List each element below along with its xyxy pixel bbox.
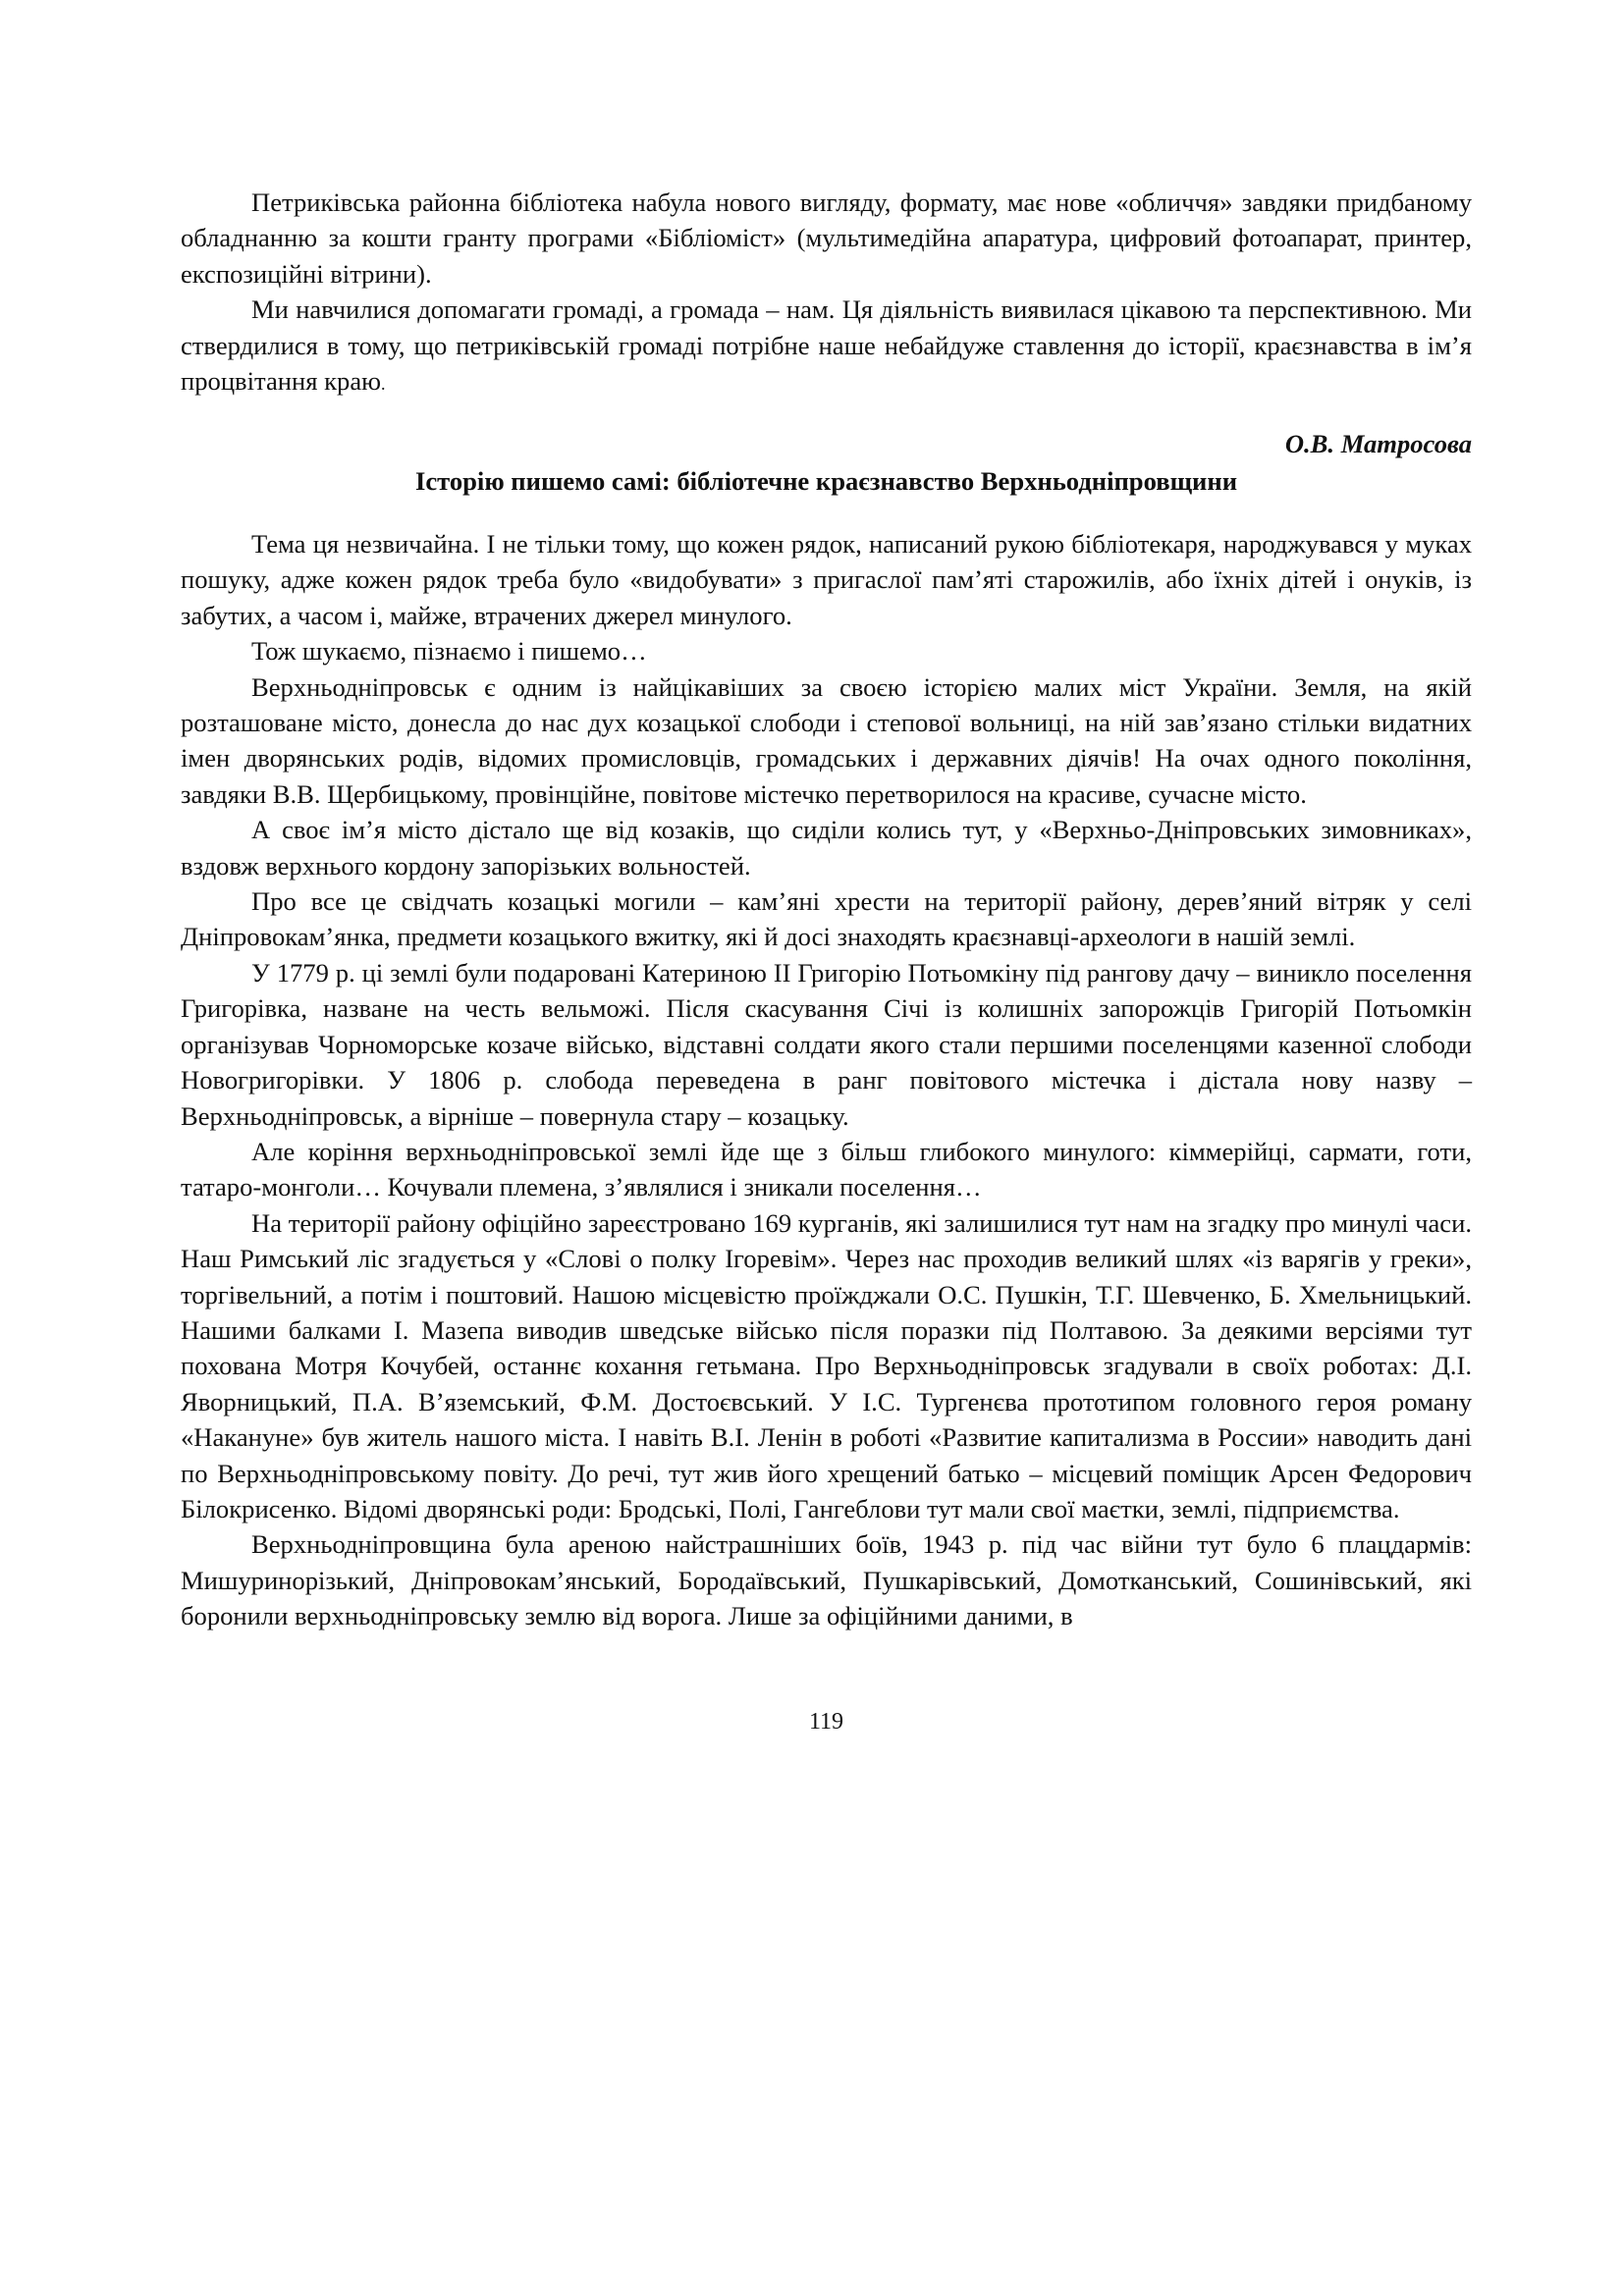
article-paragraph: Верхньодніпровщина була ареною найстрашніших боїв, 1943 р. під час війни тут було 6 плацдармів: Мишуринорізький, Дніпровокам’янський, Бородаївський, Пушкарівський, Домотканський, Сошинівський, які боронили верхньодніпровську землю від ворога. Лише за офіційними даними, в	[181, 1529, 1472, 1631]
article-paragraph: Про все це свідчать козацькі могили – кам’яні хрести на території району, дерев’яний вітряк у селі Дніпровокам’янка, предмети козацького вжитку, які й досі знаходять краєзнавці-археологи в нашій землі.	[181, 886, 1472, 952]
article-paragraph: Верхньодніпровськ є одним із найцікавіших за своєю історією малих міст України. Земля, на якій розташоване місто, донесла до нас дух козацької слободи і степової вольниці, на ній зав’язано стільки видатних імен дворянських родів, відомих промисловців, громадських і державних діячів! На очах одного покоління, завдяки В.В. Щербицькому, провінційне, повітове містечко перетворилося на красиве, сучасне місто.	[181, 671, 1472, 809]
article-title: Історію пишемо самі: бібліотечне краєзнавство Верхньодніпровщини	[414, 466, 1238, 496]
intro-text	[181, 185, 1472, 401]
intro-paragraph-end: .	[381, 374, 386, 395]
article-paragraph: У 1779 р. ці землі були подаровані Катериною ІІ Григорію Потьомкіну під рангову дачу – виникло поселення Григорівка, назване на честь вельможі. Після скасування Січі із колишніх запорожців Григорій Потьомкін організував Чорноморське козаче військо, відставні солдати якого стали першими поселенцями казенної слободи Новогригорівки. У 1806 р. слобода переведена в ранг повітового містечка і дістала нову назву – Верхньодніпровськ, а вірніше – повернула стару – козацьку.	[181, 957, 1472, 1131]
intro-paragraph	[181, 292, 1472, 401]
article-paragraph: А своє ім’я місто дістало ще від козаків, що сиділи колись тут, у «Верхньо-Дніпровських зимовниках», вздовж верхнього кордону запорізьких вольностей.	[181, 815, 1472, 881]
article-paragraph: Тож шукаємо, пізнаємо і пишемо…	[251, 636, 647, 667]
intro-paragraph: Петриківська районна бібліотека набула нового вигляду, формату, має нове «обличчя» завдяки придбаному обладнанню за кошти гранту програми «Бібліоміст» (мультимедійна апаратура, цифровий фотоапарат, принтер, експозиційні вітрини).	[181, 187, 1472, 289]
page-number: 119	[808, 1709, 844, 1735]
article-paragraph: Тема ця незвичайна. І не тільки тому, що кожен рядок, написаний рукою бібліотекаря, народжувався у муках пошуку, адже кожен рядок треба було «видобувати» з пригаслої пам’яті старожилів, або їхніх дітей і онуків, із забутих, а часом і, майже, втрачених джерел минулого.	[181, 529, 1472, 630]
article-body	[181, 526, 1472, 1634]
document-page	[181, 0, 1472, 2296]
article-author: О.В. Матросова	[1284, 429, 1472, 458]
article-paragraph: На території району офіційно зареєстровано 169 курганів, які залишилися тут нам на згадку про минулі часи. Наш Римський ліс згадується у «Слові о полку Ігоревім». Через нас проходив великий шлях «із варягів у греки», торгівельний, а потім і поштовий. Нашою місцевістю проїжджали О.С. Пушкін, Т.Г. Шевченко, Б. Хмельницький. Нашими балками І. Мазепа виводив шведське військо після поразки під Полтавою. За деякими версіями тут похована Мотря Кочубей, останнє кохання гетьмана. Про Верхньодніпровськ згадували в своїх роботах: Д.І. Яворницький, П.А. В’яземський, Ф.М. Достоєвський. У І.С. Тургенєва прототипом головного героя роману «Накануне» був житель нашого міста. І навіть В.І. Ленін в роботі «Развитие капитализма в России» наводить дані по Верхньодніпровському повіту. До речі, тут жив його хрещений батько – місцевий поміщик Арсен Федорович Білокрисенко. Відомі дворянські роди: Бродські, Полі, Гангеблови тут мали свої маєтки, землі, підприємства.	[181, 1207, 1472, 1523]
article-paragraph: Але коріння верхньодніпровської землі йде ще з більш глибокого минулого: кіммерійці, сармати, готи, татаро-монголи… Кочували племена, з’являлися і зникали поселення…	[181, 1136, 1472, 1202]
intro-paragraph-text: Ми навчилися допомагати громаді, а громада – нам. Ця діяльність виявилася цікавою та перспективною. Ми ствердилися в тому, що петриківській громаді потрібне наше небайдуже ставлення до історії, краєзнавства в ім’я процвітання краю	[181, 294, 1472, 397]
